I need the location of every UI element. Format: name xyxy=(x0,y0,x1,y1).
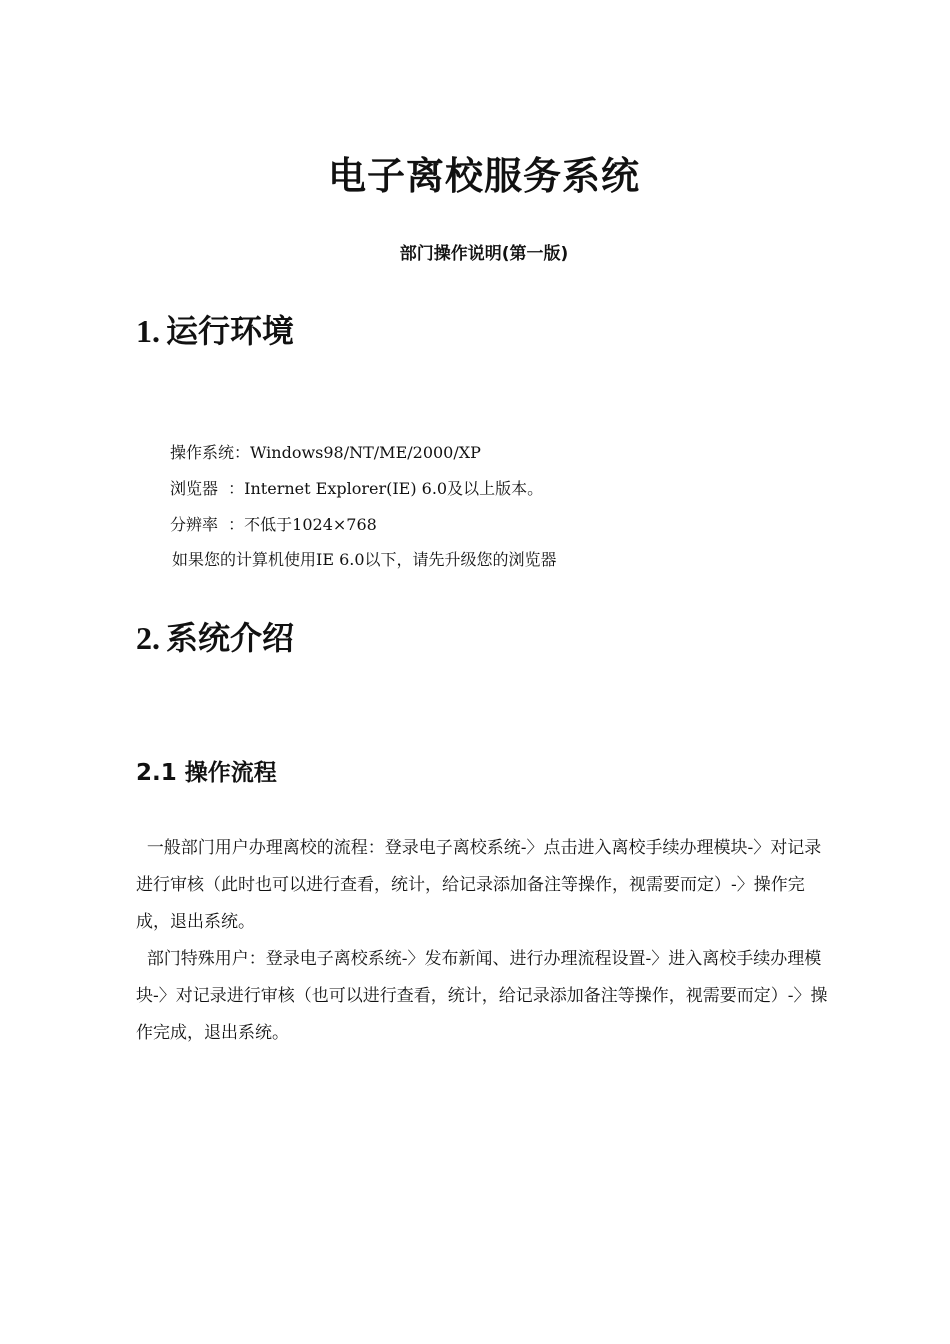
env-upgrade-note: 如果您的计算机使用IE 6.0以下，请先升级您的浏览器 xyxy=(172,550,557,569)
section-number: 1. xyxy=(136,313,160,349)
env-browser-line: 浏览器 ：Internet Explorer(IE) 6.0及以上版本。 xyxy=(170,479,544,498)
section-heading-runtime-environment xyxy=(136,306,294,352)
section-heading-system-intro xyxy=(136,613,294,659)
paragraph-general-department-flow: 一般部门用户办理离校的流程：登录电子离校系统-〉点击进入离校手续办理模块-〉对记录进行审核（此时也可以进行查看，统计，给记录添加备注等操作，视需要而定）-〉操作完成，退出系统。 xyxy=(136,838,822,932)
env-resolution-line: 分辨率 ：不低于1024×768 xyxy=(170,515,377,534)
document-title: 电子离校服务系统 xyxy=(327,154,640,198)
env-os-line: 操作系统：Windows98/NT/ME/2000/XP xyxy=(170,443,481,462)
section-title: 运行环境 xyxy=(166,312,295,350)
section-number: 2. xyxy=(136,620,160,656)
document-subtitle: 部门操作说明(第一版) xyxy=(399,244,569,264)
section-title: 系统介绍 xyxy=(166,619,295,657)
paragraph-special-user-flow: 部门特殊用户：登录电子离校系统-〉发布新闻、进行办理流程设置-〉进入离校手续办理模块-〉对记录进行审核（也可以进行查看，统计，给记录添加备注等操作，视需要而定）-〉操作完成，退出系统。 xyxy=(136,949,828,1043)
subsection-heading-operation-flow: 2.1 操作流程 xyxy=(136,760,277,786)
